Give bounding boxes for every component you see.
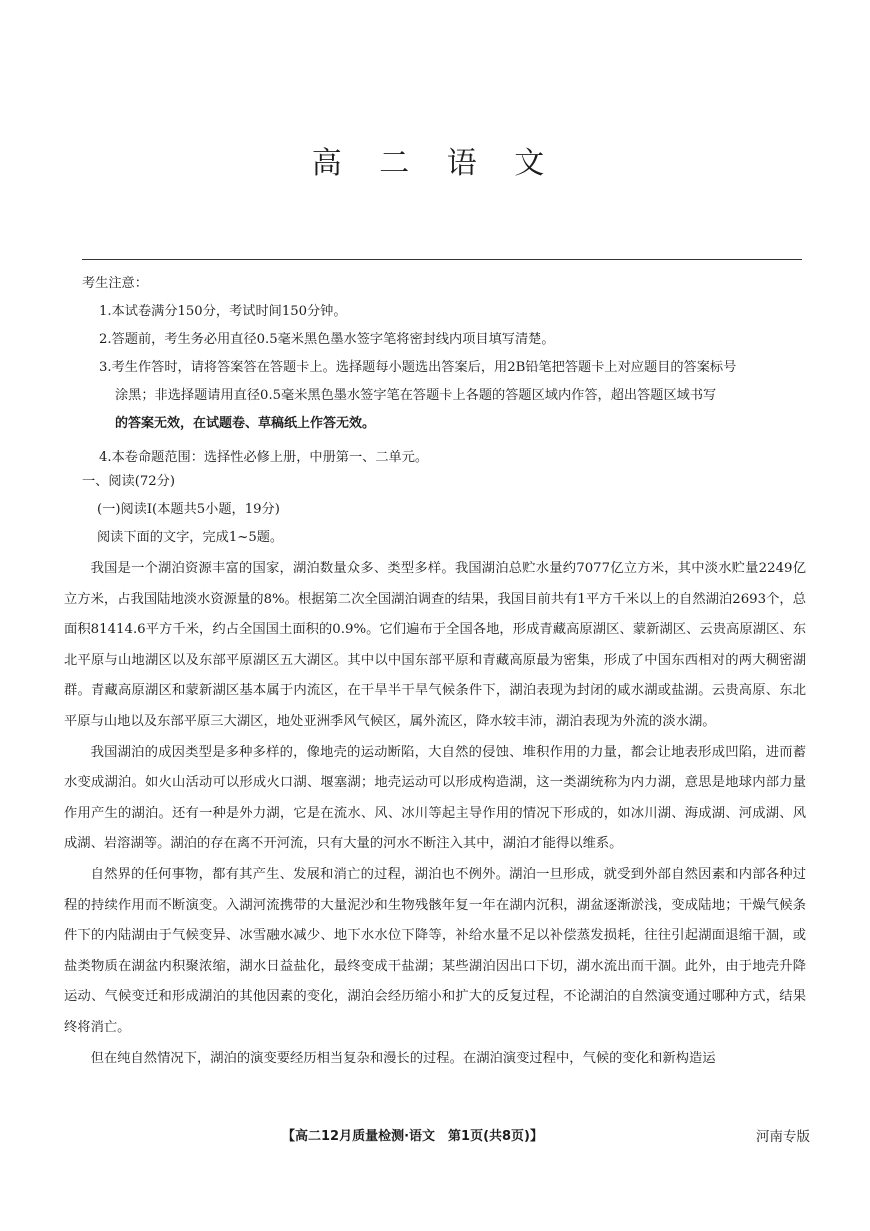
notice-item-3-emphasis: 的答案无效，在试题卷、草稿纸上作答无效。 — [115, 416, 376, 431]
passage-paragraph-3: 自然界的任何事物，都有其产生、发展和消亡的过程，湖泊也不例外。湖泊一旦形成，就受到外部自然因素和内部各种过程的持续作用而不断演变。入湖河流携带的大量泥沙和生物残骸年复一年在湖内沉积，湖盆逐渐淤浅，变成陆地；干燥气候条件下的内陆湖由于气候变异、冰雪融水减少、地下水水位下降等，补给水量不足以补偿蒸发损耗，往往引起湖面退缩干涸，或盐类物质在湖盆内积聚浓缩，湖水日益盐化，最终变成干盐湖；某些湖泊因出口下切，湖水流出而干涸。此外，由于地壳升降运动、气候变迁和形成湖泊的其他因素的变化，湖泊会经历缩小和扩大的反复过程，不论湖泊的自然演变通过哪种方式，结果终将消亡。 — [64, 866, 806, 1035]
reading-passage — [64, 554, 806, 1074]
header-divider — [82, 259, 802, 260]
notice-item-3: 3.考生作答时，请将答案答在答题卡上。选择题每小题选出答案后，用2B铅笔把答题卡上对应题目的答案标号 — [99, 360, 737, 375]
notice-item-3-continued: 涂黑；非选择题请用直径0.5毫米黑色墨水签字笔在答题卡上各题的答题区域内作答，超出答题区域书写 — [115, 388, 717, 403]
notice-heading: 考生注意： — [82, 276, 148, 291]
section-heading: 一、阅读(72分) — [82, 474, 176, 489]
passage-paragraph-4: 但在纯自然情况下，湖泊的演变要经历相当复杂和漫长的过程。在湖泊演变过程中，气候的变化和新构造运 — [90, 1050, 716, 1066]
page-title: 高 二 语 文 — [311, 146, 559, 181]
passage-paragraph-1: 我国是一个湖泊资源丰富的国家，湖泊数量众多、类型多样。我国湖泊总贮水量约7077亿立方米，其中淡水贮量2249亿立方米，占我国陆地淡水资源量的8%。根据第二次全国湖泊调查的结果，我国目前共有1平方千米以上的自然湖泊2693个，总面积81414.6平方千米，约占全国国土面积的0.9%。它们遍布于全国各地，形成青藏高原湖区、蒙新湖区、云贵高原湖区、东北平原与山地湖区以及东部平原湖区五大湖区。其中以中国东部平原和青藏高原最为密集，形成了中国东西相对的两大稠密湖群。青藏高原湖区和蒙新湖区基本属于内流区，在干旱半干旱气候条件下，湖泊表现为封闭的咸水湖或盐湖。云贵高原、东北平原与山地以及东部平原三大湖区，地处亚洲季风气候区，属外流区，降水较丰沛，湖泊表现为外流的淡水湖。 — [64, 561, 806, 729]
notice-item-2: 2.答题前，考生务必用直径0.5毫米黑色墨水签字笔将密封线内项目填写清楚。 — [99, 332, 555, 347]
passage-paragraph-2: 我国湖泊的成因类型是多种多样的，像地壳的运动断陷，大自然的侵蚀、堆积作用的力量，都会让地表形成凹陷，进而蓄水变成湖泊。如火山活动可以形成火口湖、堰塞湖；地壳运动可以形成构造湖，这一类湖统称为内力湖，意思是地球内部力量作用产生的湖泊。还有一种是外力湖，它是在流水、风、冰川等起主导作用的情况下形成的，如冰川湖、海成湖、河成湖、风成湖、岩溶湖等。湖泊的存在离不开河流，只有大量的河水不断注入其中，湖泊才能得以维系。 — [64, 744, 806, 852]
footer-exam-info: 【高二12月质量检测·语文 第1页(共8页)】 — [282, 1129, 544, 1144]
footer-edition: 河南专版 — [756, 1129, 810, 1145]
notice-item-1: 1.本试卷满分150分，考试时间150分钟。 — [99, 304, 347, 319]
reading-instruction: 阅读下面的文字，完成1~5题。 — [97, 530, 284, 545]
exam-notice — [82, 270, 807, 472]
subsection-heading: (一)阅读Ⅰ(本题共5小题，19分) — [97, 502, 280, 517]
reading-section-header — [82, 468, 807, 552]
notice-item-4: 4.本卷命题范围：选择性必修上册，中册第一、二单元。 — [99, 450, 429, 465]
